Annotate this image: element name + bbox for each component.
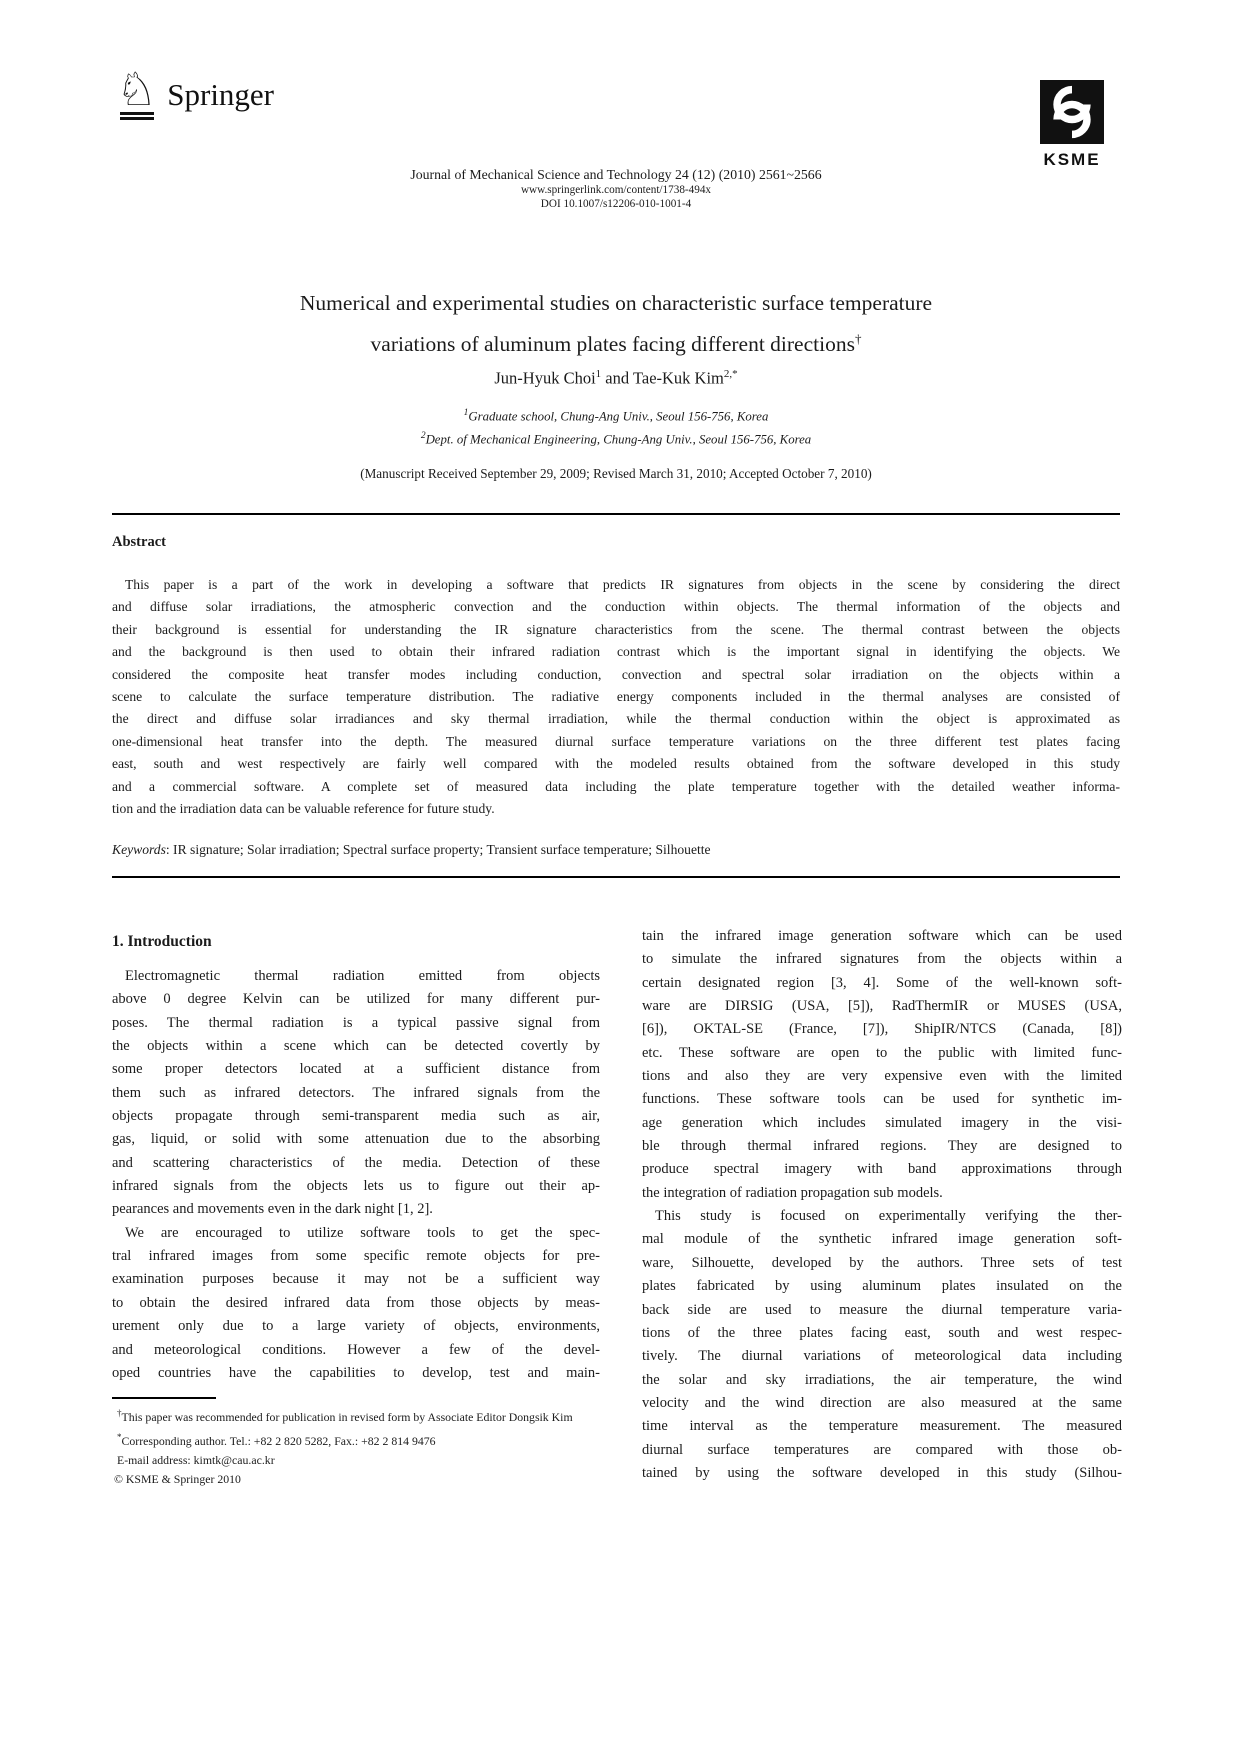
text-line: [6]), OKTAL-SE (France, [7]), ShipIR/NTCS (Canada, [8]) — [642, 1021, 1122, 1038]
text-line: the objects within a scene which can be detected covertly by — [112, 1038, 600, 1055]
affiliation-2-sup: 2 — [420, 430, 426, 441]
text-line: the solar and sky irradiations, the air temperature, the wind — [642, 1371, 1122, 1388]
intro-left-paragraph-2 — [112, 1222, 600, 1385]
body-columns — [112, 915, 1122, 1490]
keywords-line — [112, 842, 1120, 858]
text-line: certain designated region [3, 4]. Some of the well-known soft- — [642, 974, 1122, 991]
text-line: plates fabricated by using aluminum plates insulated on the — [642, 1278, 1122, 1295]
journal-doi: DOI 10.1007/s12206-010-1001-4 — [540, 198, 692, 210]
text-line: and scattering characteristics of the media. Detection of these — [112, 1154, 600, 1171]
intro-left-paragraph-1 — [112, 965, 600, 1222]
ksme-wordmark: KSME — [1043, 150, 1101, 169]
affiliation-1 — [112, 404, 1120, 427]
text-line: functions. These software tools can be used for synthetic im- — [642, 1091, 1122, 1108]
authors-separator: and — [601, 368, 633, 388]
text-line: velocity and the wind direction are also measured at the same — [642, 1394, 1122, 1411]
text-line: urement only due to a large variety of objects, environments, — [112, 1318, 600, 1335]
footnote-item: © KSME & Springer 2010 — [114, 1472, 241, 1487]
left-column — [112, 915, 600, 1490]
text-line: We are encouraged to utilize software tools to get the spec- — [125, 1224, 600, 1241]
footnote-item: E-mail address: kimtk@cau.ac.kr — [117, 1452, 275, 1467]
footnote-marker: * — [117, 1431, 122, 1442]
author-2: Tae-Kuk Kim — [632, 368, 724, 388]
text-line: to obtain the desired infrared data from those objects by meas- — [112, 1294, 600, 1311]
text-line: tain the infrared image generation software which can be used — [642, 928, 1122, 944]
text-line: them such as infrared detectors. The infrared signals from the — [112, 1084, 600, 1101]
text-line: to simulate the infrared signatures from the objects within a — [642, 951, 1122, 968]
text-line: gas, liquid, or solid with some attenuation due to the absorbing — [112, 1131, 600, 1148]
text-line: tions and also they are very expensive even with the limited — [642, 1068, 1122, 1085]
text-line: their background is essential for understanding the IR signature characteristics from the scene. The thermal contrast between the objects — [112, 621, 1120, 637]
right-column — [642, 915, 1122, 1490]
divider-top — [112, 513, 1120, 515]
author-2-sup: 2,* — [723, 368, 738, 380]
text-line: and a commercial software. A complete set of measured data including the plate temperature together with the detailed weather informa- — [112, 778, 1120, 794]
text-line: tion and the irradiation data can be valuable reference for future study. — [112, 801, 495, 817]
text-line: mal module of the synthetic infrared image generation soft- — [642, 1231, 1122, 1248]
springer-logo — [116, 64, 275, 120]
text-line: ble through thermal infrared regions. They are designed to — [642, 1138, 1122, 1155]
text-line: infrared signals from the objects lets us to figure out their ap- — [112, 1178, 600, 1195]
springer-horse-emblem — [116, 64, 158, 120]
text-line: ware are DIRSIG (USA, [5]), RadThermIR or MUSES (USA, — [642, 998, 1122, 1015]
text-line: Electromagnetic thermal radiation emitted from objects — [125, 968, 600, 984]
ksme-logo — [1037, 80, 1107, 170]
text-line: tral infrared images from some specific remote objects for pre- — [112, 1248, 600, 1265]
divider-bottom — [112, 876, 1120, 878]
text-line: objects propagate through semi-transparent media such as air, — [112, 1108, 600, 1125]
affiliation-2-text: Dept. of Mechanical Engineering, Chung-Ang Univ., Seoul 156-756, Korea — [425, 432, 812, 447]
affiliation-2 — [112, 427, 1120, 450]
footnote-divider — [112, 1397, 216, 1399]
author-1-sup: 1 — [595, 368, 602, 380]
abstract-text — [112, 574, 1120, 820]
journal-line: Journal of Mechanical Science and Technology 24 (12) (2010) 2561~2566 — [410, 167, 822, 182]
footnote-item: *Corresponding author. Tel.: +82 2 820 5282, Fax.: +82 2 814 9476 — [117, 1431, 436, 1448]
footnotes — [112, 1404, 600, 1489]
authors-line — [112, 368, 1120, 389]
affiliations — [112, 404, 1120, 450]
manuscript-line: (Manuscript Received September 29, 2009; Revised March 31, 2010; Accepted October 7, 2010) — [360, 466, 872, 481]
text-line: tively. The diurnal variations of meteorological data including — [642, 1348, 1122, 1365]
text-line: diurnal surface temperatures are compared with those ob- — [642, 1441, 1122, 1458]
journal-url: www.springerlink.com/content/1738-494x — [520, 184, 712, 196]
text-line: poses. The thermal radiation is a typical passive signal from — [112, 1014, 600, 1031]
text-line: some proper detectors located at a sufficient distance from — [112, 1061, 600, 1078]
intro-heading: 1. Introduction — [112, 933, 212, 950]
text-line: back side are used to measure the diurnal temperature varia- — [642, 1301, 1122, 1318]
text-line: This paper is a part of the work in developing a software that predicts IR signatures from objects in the scene by considering the direct — [125, 577, 1120, 592]
text-line: considered the composite heat transfer modes including conduction, convection and spectral solar irradiation on the objects within a — [112, 666, 1120, 682]
affiliation-1-sup: 1 — [463, 408, 469, 418]
abstract-heading: Abstract — [112, 534, 166, 550]
text-line: one-dimensional heat transfer into the depth. The measured diurnal surface temperature variations on the three different test plates facing — [112, 733, 1120, 749]
text-line: scene to calculate the surface temperature distribution. The radiative energy components included in the thermal analyses are consisted of — [112, 689, 1120, 705]
affiliation-1-text: Graduate school, Chung-Ang Univ., Seoul 156-756, Korea — [468, 409, 769, 424]
text-line: produce spectral imagery with band approximations through — [642, 1161, 1122, 1178]
title-dagger: † — [854, 331, 862, 346]
intro-right-paragraph-1 — [642, 925, 1122, 1205]
text-line: the direct and diffuse solar irradiances and sky thermal irradiation, while the thermal conduction within the object is approximated as — [112, 711, 1120, 727]
text-line: time interval as the temperature measurement. The measured — [642, 1418, 1122, 1435]
intro-right-paragraph-2 — [642, 1205, 1122, 1485]
text-line: ware, Silhouette, developed by the authors. Three sets of test — [642, 1254, 1122, 1271]
paper-title — [112, 286, 1120, 362]
springer-logo-bars-icon — [120, 112, 154, 120]
text-line: above 0 degree Kelvin can be utilized for many different pur- — [112, 991, 600, 1008]
footnote-item: †This paper was recommended for publication in revised form by Associate Editor Dongsik Kim — [117, 1408, 573, 1425]
footnote-marker: † — [117, 1408, 122, 1419]
text-line: the integration of radiation propagation sub models. — [642, 1184, 943, 1201]
text-line: and the background is then used to obtain their infrared radiation contrast which is the important signal in identifying the objects. We — [112, 644, 1120, 660]
text-line: tained by using the software developed in this study (Silhou- — [642, 1464, 1122, 1481]
text-line: age generation which includes simulated imagery in the visi- — [642, 1114, 1122, 1131]
text-line: tions of the three plates facing east, south and west respec- — [642, 1324, 1122, 1341]
title-line1: Numerical and experimental studies on characteristic surface temperature — [299, 291, 933, 315]
text-line: examination purposes because it may not be a sufficient way — [112, 1271, 600, 1288]
text-line: This study is focused on experimentally verifying the ther- — [655, 1208, 1122, 1225]
text-line: oped countries have the capabilities to develop, test and main- — [112, 1364, 600, 1381]
title-line2 — [112, 321, 1120, 362]
author-1: Jun-Hyuk Choi — [494, 368, 596, 388]
title-line2-text: variations of aluminum plates facing different directions — [370, 332, 855, 357]
text-line: etc. These software are open to the public with limited func- — [642, 1044, 1122, 1061]
springer-horse-icon: ♘ — [116, 64, 158, 115]
text-line: and diffuse solar irradiations, the atmospheric convection and the conduction within objects. The thermal information of the objects and — [112, 599, 1120, 615]
keywords-text: : IR signature; Solar irradiation; Spectral surface property; Transient surface temperature; Silhouette — [165, 842, 711, 857]
keywords-label: Keywords — [112, 842, 166, 857]
text-line: east, south and west respectively are fairly well compared with the modeled results obtained from the software developed in this study — [112, 756, 1120, 772]
text-line: pearances and movements even in the dark night [1, 2]. — [112, 1201, 433, 1218]
journal-reference — [112, 166, 1120, 211]
text-line: and meteorological conditions. However a few of the devel- — [112, 1341, 600, 1358]
ksme-mark-icon — [1040, 80, 1104, 144]
springer-wordmark: Springer — [167, 77, 275, 112]
